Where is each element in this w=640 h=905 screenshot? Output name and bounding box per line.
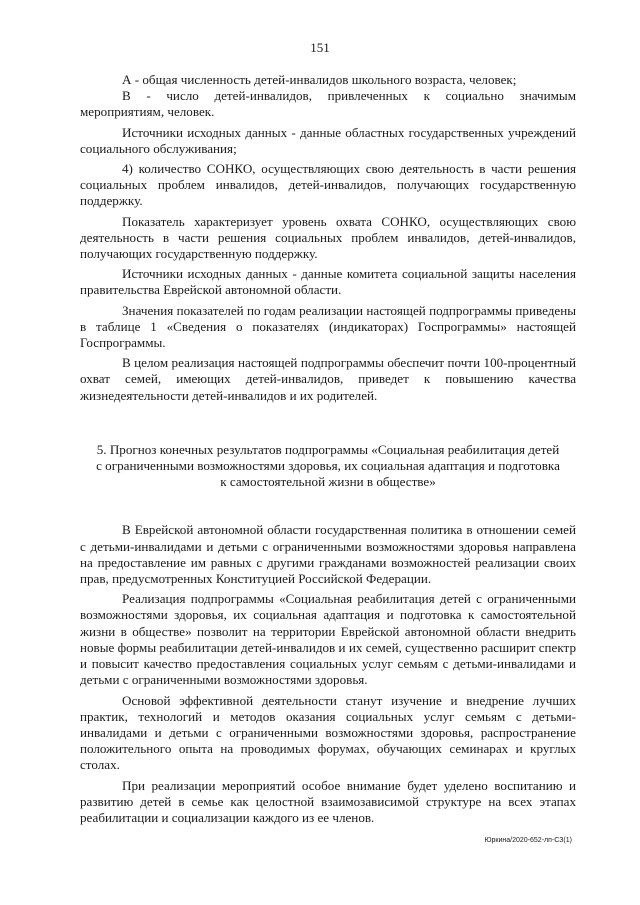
paragraph-summary: В целом реализация настоящей подпрограммы обеспечит почти 100-процентный охват семей, имеющих детей-инвалидов, приведет к повышению качества жизнедеятельности детей-инвалидов и их родителей.: [80, 355, 576, 403]
paragraph-indicator-description: Показатель характеризует уровень охвата СОНКО, осуществляющих свою деятельность в части решения социальных проблем инвалидов, детей-инвалидов, получающих государственную поддержку.: [80, 213, 576, 262]
paragraph-indicator-4: 4) количество СОНКО, осуществляющих свою деятельность в части решения социальных проблем инвалидов, детей-инвалидов, получающих государственную поддержку.: [80, 161, 576, 209]
paragraph-sources-2: Источники исходных данных - данные комитета социальной защиты населения правительства Еврейской автономной области.: [80, 266, 576, 298]
section-heading: 5. Прогноз конечных результатов подпрограммы «Социальная реабилитация детей с ограниченными возможностями здоровья, их социальная адаптация и подготовка к самостоятельной жизни в обществе»: [96, 441, 560, 490]
document-body: [80, 72, 576, 826]
paragraph-formula-a: А - общая численность детей-инвалидов школьного возраста, человек;: [122, 72, 517, 87]
footer-code: Юркина/2020-652-лп-СЗ(1): [484, 837, 572, 844]
paragraph-formula-b: В - число детей-инвалидов, привлеченных к социально значимым мероприятиям, человек.: [80, 88, 576, 120]
page-number: 151: [310, 40, 330, 55]
section-paragraph-basis: Основой эффективной деятельности станут изучение и внедрение лучших практик, технологий и методов оказания социальных услуг семьям с детьми-инвалидами и детьми с ограниченными возможностями здоровья, распространение положительного опыта на проводимых форумах, обучающих семинарах и круглых столах.: [80, 692, 576, 773]
paragraph-values: Значения показателей по годам реализации настоящей подпрограммы приведены в таблице 1 «Сведения о показателях (индикаторах) Госпрограммы» настоящей Госпрограммы.: [80, 302, 576, 351]
paragraph-sources-1: Источники исходных данных - данные областных государственных учреждений социального обслуживания;: [80, 124, 576, 156]
section-paragraph-policy: В Еврейской автономной области государственная политика в отношении семей с детьми-инвалидами и детьми с ограниченными возможностями здоровья направлена на предоставление им равных с другими гражданами возможностей реализации своих прав, предусмотренных Конституцией Российской Федерации.: [80, 522, 576, 587]
section-paragraph-implementation: Реализация подпрограммы «Социальная реабилитация детей с ограниченными возможностями здоровья, их социальная адаптация и подготовка к самостоятельной жизни в обществе» позволит на территории Еврейской автономной области внедрить новые формы реабилитации детей-инвалидов и их семей, существенно расширит спектр и повысит качество предоставления социальных услуг семьям с детьми-инвалидами и детьми с ограниченными возможностями здоровья.: [80, 591, 576, 688]
section-paragraph-attention: При реализации мероприятий особое внимание будет уделено воспитанию и развитию детей в семье как целостной взаимозависимой структуре на всех этапах реабилитации и социализации каждого из ее членов.: [80, 777, 576, 825]
